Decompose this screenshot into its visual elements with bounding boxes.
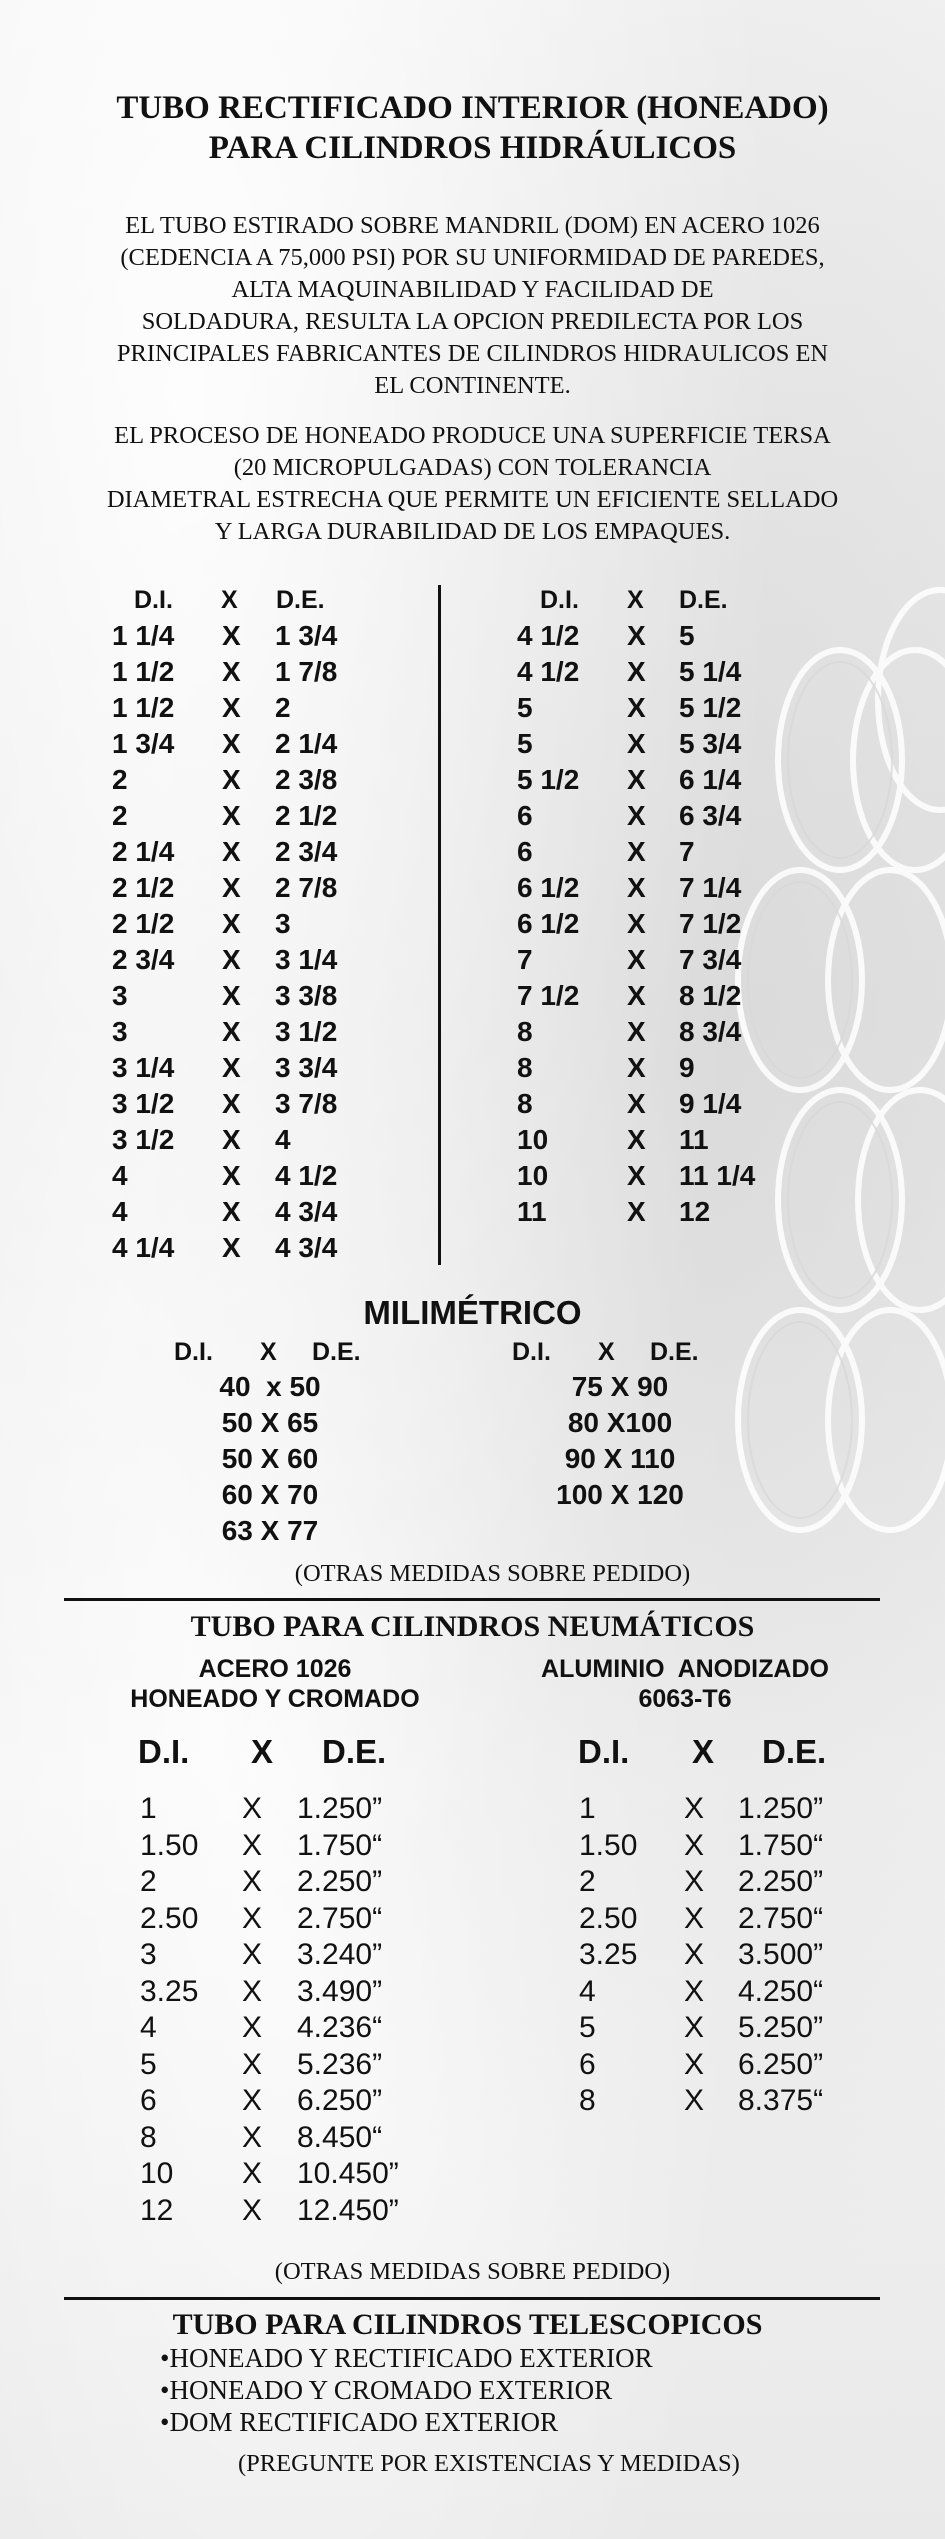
- separator-cell: X: [684, 2084, 705, 2117]
- inner-diameter-cell: 2 1/2: [112, 872, 175, 903]
- outer-diameter-cell: 3.490”: [297, 1974, 383, 2008]
- outer-diameter-cell: 3 1/2: [275, 1016, 338, 1047]
- outer-diameter-cell: 5.250”: [738, 2011, 824, 2044]
- inner-diameter-cell: 6: [517, 836, 533, 867]
- separator-cell: X: [222, 800, 241, 831]
- outer-diameter-cell: 2 3/4: [275, 836, 338, 867]
- outer-diameter-cell: 6 3/4: [679, 800, 742, 831]
- separator-cell: X: [684, 1974, 705, 2008]
- inner-diameter-cell: 3.25: [579, 1938, 638, 1971]
- outer-diameter-cell: 8 1/2: [679, 980, 742, 1011]
- separator-cell: X: [242, 1901, 263, 1935]
- separator-cell: X: [242, 1792, 263, 1825]
- inner-diameter-cell: 2: [579, 1865, 596, 1898]
- separator-cell: X: [242, 2084, 263, 2117]
- outer-diameter-cell: 3 7/8: [275, 1088, 338, 1119]
- separator-cell: X: [627, 656, 646, 687]
- separator-cell: X: [222, 836, 241, 867]
- table-row: [0, 978, 945, 1014]
- telescopic-note: (PREGUNTE POR EXISTENCIAS Y MEDIDAS): [238, 2450, 740, 2477]
- outer-diameter-cell: 12.450”: [297, 2193, 399, 2227]
- header-de: D.E.: [276, 586, 325, 614]
- header-di: D.I.: [512, 1338, 551, 1366]
- table-row: [0, 1194, 945, 1230]
- separator-cell: X: [627, 836, 646, 867]
- separator-cell: X: [222, 1196, 241, 1227]
- inner-diameter-cell: 5: [517, 692, 533, 723]
- header-de: D.E.: [322, 1733, 387, 1770]
- list-item: [160, 2406, 558, 2438]
- inner-diameter-cell: 3 1/2: [112, 1088, 175, 1119]
- divider-line: [64, 2297, 880, 2300]
- table-header-right: [0, 582, 945, 618]
- intro-line: PRINCIPALES FABRICANTES DE CILINDROS HIDRAULICOS EN: [116, 340, 829, 367]
- inner-diameter-cell: 2 1/2: [112, 908, 175, 939]
- list-item-label: HONEADO Y CROMADO EXTERIOR: [169, 2375, 613, 2405]
- table-row: [0, 1050, 945, 1086]
- separator-cell: X: [627, 1160, 646, 1191]
- outer-diameter-cell: 1.250”: [738, 1792, 824, 1825]
- inner-diameter-cell: 10: [140, 2157, 174, 2190]
- separator-cell: X: [684, 1792, 705, 1825]
- header-di: D.I.: [578, 1733, 630, 1770]
- outer-diameter-cell: 6.250”: [738, 2047, 824, 2081]
- honing-line: EL PROCESO DE HONEADO PRODUCE UNA SUPERFICIE TERSA: [114, 422, 831, 449]
- table-row: [0, 618, 945, 654]
- metric-left-list: [150, 1369, 390, 1549]
- outer-diameter-cell: 5 3/4: [679, 728, 742, 759]
- metric-size: 80 X100: [567, 1407, 673, 1438]
- outer-diameter-cell: 12: [679, 1196, 711, 1227]
- metric-title: MILIMÉTRICO: [363, 1294, 582, 1331]
- separator-cell: X: [627, 980, 646, 1011]
- outer-diameter-cell: 3 1/4: [275, 944, 338, 975]
- table-row: [0, 1791, 945, 1827]
- separator-cell: X: [627, 908, 646, 939]
- outer-diameter-cell: 4 1/2: [275, 1160, 338, 1191]
- table-row: [0, 1974, 945, 2010]
- table-row: [0, 1937, 945, 1973]
- table-row: [0, 942, 945, 978]
- inner-diameter-cell: 8: [517, 1088, 533, 1119]
- outer-diameter-cell: 3 3/8: [275, 980, 338, 1011]
- bullet-icon: •: [160, 2343, 170, 2373]
- separator-cell: X: [222, 620, 241, 651]
- outer-diameter-cell: 1 7/8: [275, 656, 338, 687]
- inner-diameter-cell: 8: [517, 1052, 533, 1083]
- table-row: [0, 2010, 945, 2046]
- inner-diameter-cell: 1.50: [140, 1828, 199, 1862]
- inner-diameter-cell: 2.50: [579, 1901, 638, 1935]
- list-item-label: HONEADO Y RECTIFICADO EXTERIOR: [169, 2343, 653, 2373]
- table-row: [0, 2047, 945, 2083]
- main-title: [0, 88, 945, 168]
- separator-cell: X: [222, 1124, 241, 1155]
- separator-cell: X: [242, 2047, 263, 2081]
- column-divider: [438, 585, 441, 1265]
- telescopic-title: TUBO PARA CILINDROS TELESCOPICOS: [172, 2308, 763, 2341]
- header-di: D.I.: [540, 586, 579, 614]
- inner-diameter-cell: 8: [517, 1016, 533, 1047]
- outer-diameter-cell: 4 3/4: [275, 1196, 338, 1227]
- inner-diameter-cell: 10: [517, 1124, 549, 1155]
- outer-diameter-cell: 2.250”: [738, 1865, 824, 1898]
- outer-diameter-cell: 2 1/4: [275, 728, 338, 759]
- outer-diameter-cell: 2.750“: [738, 1901, 824, 1935]
- divider-line: [64, 1598, 880, 1601]
- separator-cell: X: [627, 728, 646, 759]
- outer-diameter-cell: 1 3/4: [275, 620, 338, 651]
- header-x: X: [627, 586, 644, 614]
- outer-diameter-cell: 4.250“: [738, 1974, 824, 2008]
- header-x: X: [221, 586, 238, 614]
- pneumatic-title: TUBO PARA CILINDROS NEUMÁTICOS: [190, 1610, 755, 1643]
- bullet-icon: •: [160, 2375, 170, 2405]
- main-title-line: TUBO RECTIFICADO INTERIOR (HONEADO): [116, 90, 829, 126]
- inner-diameter-cell: 4: [140, 2011, 157, 2044]
- separator-cell: X: [242, 1828, 263, 1862]
- separator-cell: X: [242, 1974, 263, 2008]
- separator-cell: X: [684, 2047, 705, 2081]
- outer-diameter-cell: 6.250”: [297, 2084, 383, 2117]
- table-row: [0, 2156, 945, 2192]
- inner-diameter-cell: 2: [112, 764, 128, 795]
- inner-diameter-cell: 1: [140, 1792, 157, 1825]
- separator-cell: X: [627, 1196, 646, 1227]
- inner-diameter-cell: 1 1/2: [112, 692, 175, 723]
- separator-cell: X: [627, 1124, 646, 1155]
- header-de: D.E.: [312, 1338, 361, 1366]
- outer-diameter-cell: 8.450“: [297, 2120, 383, 2154]
- header-x: X: [598, 1338, 615, 1366]
- separator-cell: X: [222, 764, 241, 795]
- inner-diameter-cell: 5: [517, 728, 533, 759]
- separator-cell: X: [684, 1828, 705, 1862]
- header-de: D.E.: [679, 586, 728, 614]
- inner-diameter-cell: 6 1/2: [517, 908, 580, 939]
- outer-diameter-cell: 7 1/4: [679, 872, 742, 903]
- separator-cell: X: [242, 2120, 263, 2154]
- intro-line: (CEDENCIA A 75,000 PSI) POR SU UNIFORMIDAD DE PAREDES,: [120, 244, 825, 271]
- outer-diameter-cell: 5: [679, 620, 695, 651]
- table-row: [0, 654, 945, 690]
- table-row: [0, 2120, 945, 2156]
- header-x: X: [692, 1733, 715, 1770]
- metric-size: 40 x 50: [219, 1371, 321, 1402]
- bullet-icon: •: [160, 2407, 170, 2437]
- outer-diameter-cell: 2: [275, 692, 291, 723]
- separator-cell: X: [222, 656, 241, 687]
- header-x: X: [260, 1338, 277, 1366]
- separator-cell: X: [222, 1016, 241, 1047]
- table-row: [0, 906, 945, 942]
- list-item-label: DOM RECTIFICADO EXTERIOR: [169, 2407, 558, 2437]
- separator-cell: X: [242, 2193, 263, 2227]
- intro-line: ALTA MAQUINABILIDAD Y FACILIDAD DE: [231, 276, 714, 303]
- inner-diameter-cell: 3: [112, 1016, 128, 1047]
- pneumatic-left-title-line: HONEADO Y CROMADO: [130, 1685, 420, 1713]
- separator-cell: X: [684, 1865, 705, 1898]
- inner-diameter-cell: 7 1/2: [517, 980, 580, 1011]
- table-row: [0, 834, 945, 870]
- list-item: [160, 2374, 612, 2406]
- inner-diameter-cell: 2: [140, 1865, 157, 1898]
- separator-cell: X: [242, 2157, 263, 2190]
- pneumatic-note: (OTRAS MEDIDAS SOBRE PEDIDO): [274, 2258, 671, 2285]
- outer-diameter-cell: 7: [679, 836, 695, 867]
- separator-cell: X: [627, 800, 646, 831]
- table-row: [0, 1122, 945, 1158]
- separator-cell: X: [627, 1088, 646, 1119]
- pneumatic-header-right: [0, 1732, 945, 1772]
- inner-diameter-cell: 3: [112, 980, 128, 1011]
- separator-cell: X: [222, 1088, 241, 1119]
- table-row: [0, 1901, 945, 1937]
- outer-diameter-cell: 3.240”: [297, 1938, 383, 1971]
- separator-cell: X: [627, 1016, 646, 1047]
- inner-diameter-cell: 4: [579, 1974, 596, 2008]
- honing-line: DIAMETRAL ESTRECHA QUE PERMITE UN EFICIENTE SELLADO: [106, 486, 839, 513]
- table-row: [0, 1864, 945, 1900]
- outer-diameter-cell: 4.236“: [297, 2011, 383, 2044]
- inner-diameter-cell: 10: [517, 1160, 549, 1191]
- outer-diameter-cell: 7 3/4: [679, 944, 742, 975]
- inner-diameter-cell: 1 1/2: [112, 656, 175, 687]
- inner-diameter-cell: 4 1/2: [517, 656, 580, 687]
- separator-cell: X: [222, 728, 241, 759]
- inner-diameter-cell: 12: [140, 2193, 174, 2227]
- inner-diameter-cell: 3 1/4: [112, 1052, 175, 1083]
- header-di: D.I.: [138, 1733, 190, 1770]
- inner-diameter-cell: 1 3/4: [112, 728, 175, 759]
- metric-size: 90 X 110: [564, 1443, 676, 1474]
- separator-cell: X: [242, 2011, 263, 2044]
- separator-cell: X: [627, 764, 646, 795]
- list-item: [160, 2342, 653, 2374]
- outer-diameter-cell: 2 7/8: [275, 872, 338, 903]
- outer-diameter-cell: 11 1/4: [679, 1160, 756, 1191]
- honing-paragraph: [0, 420, 945, 548]
- outer-diameter-cell: 2 1/2: [275, 800, 338, 831]
- intro-line: SOLDADURA, RESULTA LA OPCION PREDILECTA POR LOS: [141, 308, 804, 335]
- outer-diameter-cell: 5 1/2: [679, 692, 742, 723]
- inner-diameter-cell: 5 1/2: [517, 764, 580, 795]
- honing-line: Y LARGA DURABILIDAD DE LOS EMPAQUES.: [214, 518, 731, 545]
- metric-header-right: [0, 1335, 945, 1369]
- inner-diameter-cell: 3.25: [140, 1974, 199, 2008]
- inner-diameter-cell: 6 1/2: [517, 872, 580, 903]
- header-de: D.E.: [762, 1733, 827, 1770]
- intro-line: EL CONTINENTE.: [374, 372, 571, 399]
- separator-cell: X: [222, 908, 241, 939]
- pneumatic-right-title: [500, 1654, 870, 1714]
- outer-diameter-cell: 9: [679, 1052, 695, 1083]
- table-row: [0, 726, 945, 762]
- table-row: [0, 1828, 945, 1864]
- metric-size: 50 X 65: [221, 1407, 319, 1438]
- table-row: [0, 1086, 945, 1122]
- outer-diameter-cell: 8 3/4: [679, 1016, 742, 1047]
- outer-diameter-cell: 3.500”: [738, 1938, 824, 1971]
- metric-size: 63 X 77: [221, 1515, 319, 1546]
- outer-diameter-cell: 4 3/4: [275, 1232, 338, 1263]
- outer-diameter-cell: 2.250”: [297, 1865, 383, 1898]
- main-title-line: PARA CILINDROS HIDRÁULICOS: [208, 130, 737, 166]
- table-row: [0, 2083, 945, 2119]
- outer-diameter-cell: 7 1/2: [679, 908, 742, 939]
- inner-diameter-cell: 11: [517, 1196, 547, 1227]
- separator-cell: X: [242, 1938, 263, 1971]
- inner-diameter-cell: 3 1/2: [112, 1124, 175, 1155]
- separator-cell: X: [627, 872, 646, 903]
- inner-diameter-cell: 8: [579, 2084, 596, 2117]
- table-row: [0, 762, 945, 798]
- table-row: [0, 690, 945, 726]
- separator-cell: X: [627, 620, 646, 651]
- outer-diameter-cell: 3: [275, 908, 291, 939]
- table-row: [0, 1158, 945, 1194]
- outer-diameter-cell: 1.250”: [297, 1792, 383, 1825]
- separator-cell: X: [684, 1938, 705, 1971]
- table-row: [0, 2193, 945, 2229]
- separator-cell: X: [627, 692, 646, 723]
- metric-note: (OTRAS MEDIDAS SOBRE PEDIDO): [294, 1560, 691, 1587]
- inner-diameter-cell: 1 1/4: [112, 620, 175, 651]
- table-row: [0, 870, 945, 906]
- metric-right-list: [500, 1369, 740, 1513]
- inner-diameter-cell: 2.50: [140, 1901, 199, 1935]
- inner-diameter-cell: 1.50: [579, 1828, 638, 1862]
- separator-cell: X: [222, 1052, 241, 1083]
- outer-diameter-cell: 1.750“: [297, 1828, 383, 1862]
- inner-diameter-cell: 2: [112, 800, 128, 831]
- outer-diameter-cell: 3 3/4: [275, 1052, 338, 1083]
- metric-size: 50 X 60: [221, 1443, 319, 1474]
- separator-cell: X: [627, 944, 646, 975]
- pneumatic-right-title-line: ALUMINIO ANODIZADO: [541, 1655, 829, 1683]
- inner-diameter-cell: 5: [140, 2047, 157, 2081]
- pneumatic-left-title: [60, 1654, 490, 1714]
- metric-size: 75 X 90: [571, 1371, 669, 1402]
- outer-diameter-cell: 11: [679, 1124, 709, 1155]
- separator-cell: X: [222, 944, 241, 975]
- outer-diameter-cell: 8.375“: [738, 2084, 824, 2117]
- inner-diameter-cell: 2 3/4: [112, 944, 175, 975]
- pneumatic-right-title-line: 6063-T6: [638, 1685, 732, 1713]
- header-di: D.I.: [134, 586, 173, 614]
- inner-diameter-cell: 6: [517, 800, 533, 831]
- outer-diameter-cell: 6 1/4: [679, 764, 742, 795]
- header-de: D.E.: [650, 1338, 699, 1366]
- inner-diameter-cell: 8: [140, 2120, 157, 2154]
- inner-diameter-cell: 4: [112, 1196, 128, 1227]
- inner-diameter-cell: 6: [140, 2084, 157, 2117]
- intro-paragraph: [0, 210, 945, 402]
- table-row: [0, 1230, 945, 1266]
- outer-diameter-cell: 9 1/4: [679, 1088, 742, 1119]
- separator-cell: X: [684, 2011, 705, 2044]
- metric-size: 100 X 120: [556, 1479, 684, 1510]
- separator-cell: X: [684, 1901, 705, 1935]
- table-row: [0, 798, 945, 834]
- separator-cell: X: [222, 1232, 241, 1263]
- inner-diameter-cell: 4 1/2: [517, 620, 580, 651]
- inner-diameter-cell: 2 1/4: [112, 836, 175, 867]
- outer-diameter-cell: 2.750“: [297, 1901, 383, 1935]
- inner-diameter-cell: 3: [140, 1938, 157, 1971]
- inner-diameter-cell: 6: [579, 2047, 596, 2081]
- outer-diameter-cell: 4: [275, 1124, 291, 1155]
- outer-diameter-cell: 5 1/4: [679, 656, 742, 687]
- honing-line: (20 MICROPULGADAS) CON TOLERANCIA: [233, 454, 712, 481]
- inner-diameter-cell: 4: [112, 1160, 128, 1191]
- metric-size: 60 X 70: [221, 1479, 319, 1510]
- separator-cell: X: [627, 1052, 646, 1083]
- header-di: D.I.: [174, 1338, 213, 1366]
- pneumatic-left-title-line: ACERO 1026: [198, 1655, 352, 1683]
- separator-cell: X: [222, 980, 241, 1011]
- outer-diameter-cell: 2 3/8: [275, 764, 338, 795]
- inner-diameter-cell: 4 1/4: [112, 1232, 175, 1263]
- intro-line: EL TUBO ESTIRADO SOBRE MANDRIL (DOM) EN ACERO 1026: [125, 212, 820, 239]
- outer-diameter-cell: 5.236”: [297, 2047, 383, 2081]
- outer-diameter-cell: 1.750“: [738, 1828, 824, 1862]
- separator-cell: X: [222, 1160, 241, 1191]
- inner-diameter-cell: 1: [579, 1792, 596, 1825]
- separator-cell: X: [222, 692, 241, 723]
- outer-diameter-cell: 10.450”: [297, 2157, 399, 2190]
- table-row: [0, 1014, 945, 1050]
- separator-cell: X: [242, 1865, 263, 1898]
- inner-diameter-cell: 7: [517, 944, 533, 975]
- header-x: X: [251, 1733, 274, 1770]
- inner-diameter-cell: 5: [579, 2011, 596, 2044]
- separator-cell: X: [222, 872, 241, 903]
